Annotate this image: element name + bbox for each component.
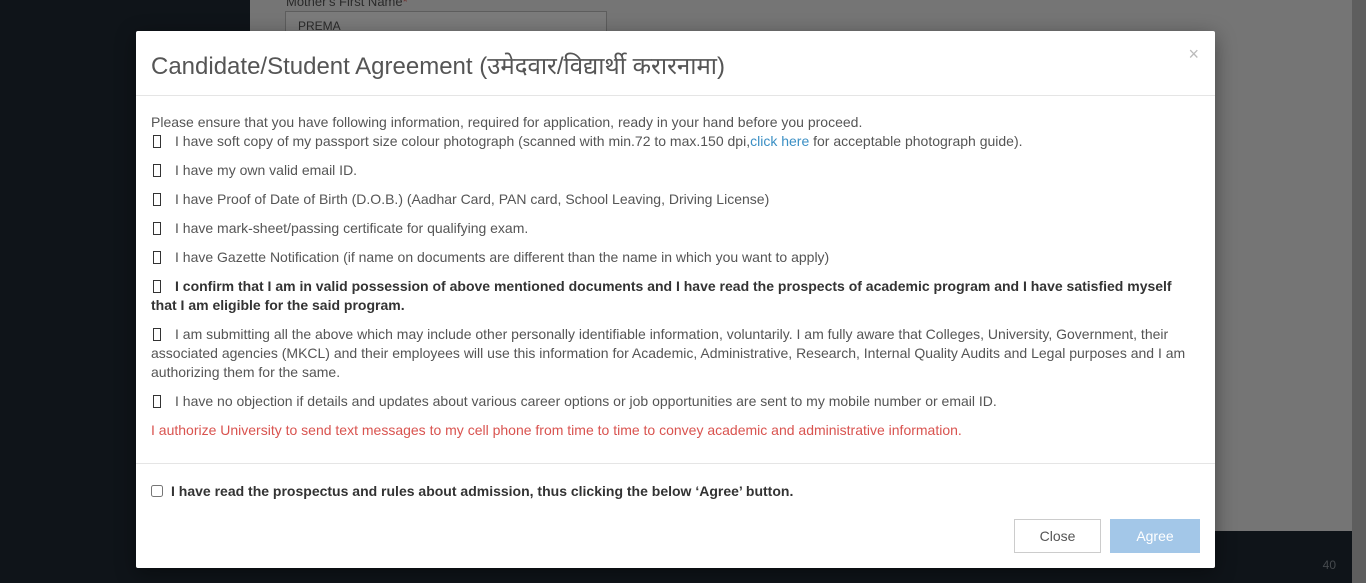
close-button[interactable]: Close [1014, 519, 1101, 553]
agree-checkbox-label: I have read the prospectus and rules about admission, thus clicking the below ‘Agree’ button. [171, 483, 794, 499]
modal-title: Candidate/Student Agreement (उमेदवार/विद्यार्थी करारनामा) [151, 53, 726, 80]
modal-header [136, 31, 1215, 96]
agree-checkbox[interactable] [151, 485, 163, 497]
intro-text: Please ensure that you have following information, required for application, ready in your hand before you proceed. [151, 114, 863, 130]
checkbox-glyph-icon [153, 135, 161, 148]
requirement-marksheet: I have mark-sheet/passing certificate for qualifying exam. [151, 219, 1200, 238]
checkbox-glyph-icon [153, 222, 161, 235]
checkbox-glyph-icon [153, 395, 161, 408]
requirement-gazette: I have Gazette Notification (if name on documents are different than the name in which you want to apply) [151, 248, 1200, 267]
checkbox-glyph-icon [153, 280, 161, 293]
modal-body [136, 96, 1215, 440]
close-icon[interactable]: × [1188, 44, 1199, 64]
agreement-modal [136, 31, 1215, 568]
checkbox-glyph-icon [153, 328, 161, 341]
checkbox-glyph-icon [153, 251, 161, 264]
requirement-dob-proof: I have Proof of Date of Birth (D.O.B.) (Aadhar Card, PAN card, School Leaving, Driving License) [151, 190, 1200, 209]
confirmation-statement: I confirm that I am in valid possession of above mentioned documents and I have read the prospects of academic program and I have satisfied myself that I am eligible for the said program. [151, 278, 1172, 313]
photograph-guide-link[interactable]: click here [750, 133, 810, 149]
requirement-photo: I have soft copy of my passport size colour photograph (scanned with min.72 to max.150 dpi,click here for acceptable photograph guide). [151, 132, 1200, 151]
agree-button[interactable]: Agree [1110, 519, 1200, 553]
sms-authorization-notice: I authorize University to send text messages to my cell phone from time to time to convey academic and administrative information. [151, 422, 962, 438]
requirement-email: I have my own valid email ID. [151, 161, 1200, 180]
checkbox-glyph-icon [153, 164, 161, 177]
career-updates-statement: I have no objection if details and updates about various career options or job opportunities are sent to my mobile number or email ID. [151, 392, 1200, 411]
data-usage-statement: I am submitting all the above which may include other personally identifiable information, voluntarily. I am fully aware that Colleges, University, Government, their associated agencies (MKCL) and their employees will use this information for Academic, Administrative, Research, Internal Quality Audits and Legal purposes and I am authorizing them for the same. [151, 326, 1186, 380]
checkbox-glyph-icon [153, 193, 161, 206]
footer-divider [136, 463, 1215, 464]
agree-checkbox-row[interactable] [151, 483, 793, 499]
